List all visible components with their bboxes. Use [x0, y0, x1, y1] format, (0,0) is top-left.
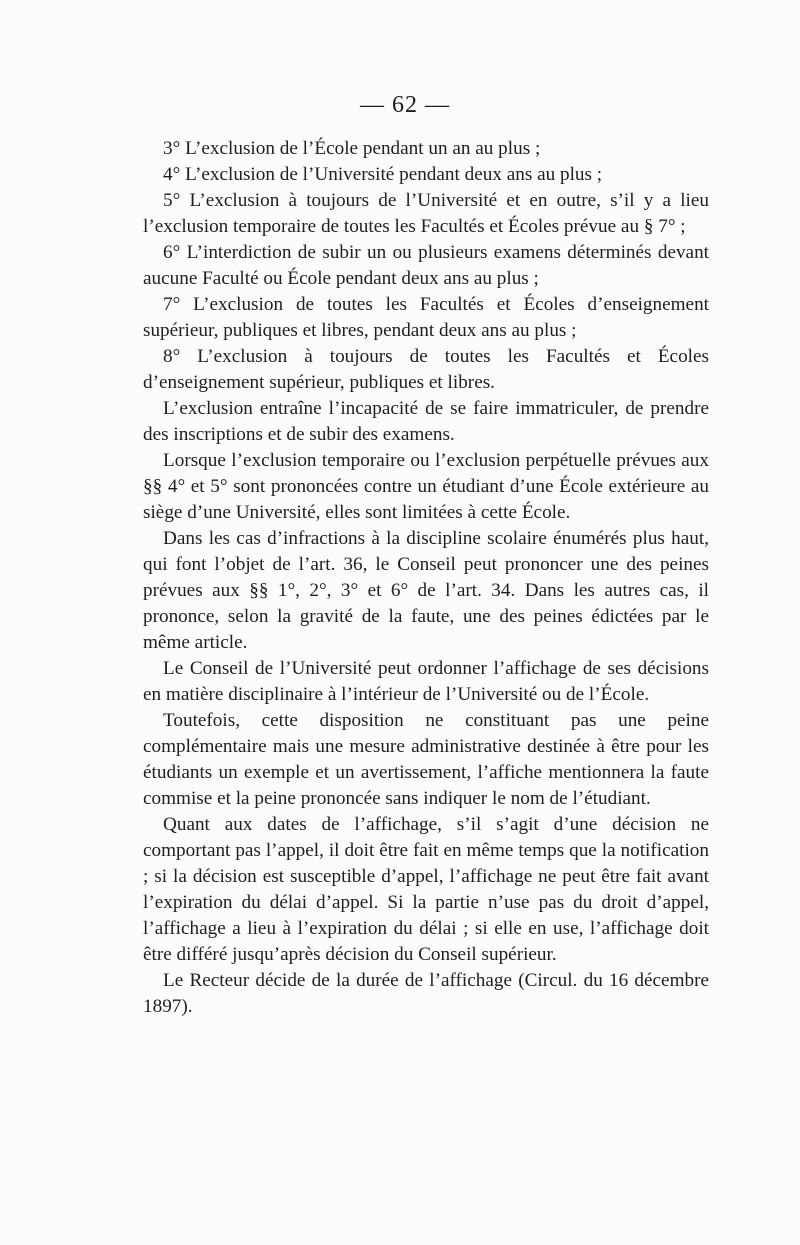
paragraph-posting-nature: Toutefois, cette disposition ne constituant pas une peine complémentaire mais une mesure administrative destinée à être pour les étudiants un exemple et un avertissement, l’affiche mentionnera la faute commise et la peine prononcée sans indiquer le nom de l’étudiant. — [143, 710, 709, 809]
paragraph-infractions: Dans les cas d’infractions à la discipline scolaire énumérés plus haut, qui font l’objet de l’art. 36, le Conseil peut prononcer une des peines prévues aux §§ 1°, 2°, 3° et 6° de l’art. 34. Dans les autres cas, il prononce, selon la gravité de la faute, une des peines édictées par le même article. — [143, 528, 709, 653]
paragraph-penalty-4: 4° L’exclusion de l’Université pendant deux ans au plus ; — [163, 164, 603, 185]
paragraph-posting-dates: Quant aux dates de l’affichage, s’il s’agit d’une décision ne comportant pas l’appel, il doit être fait en même temps que la notification ; si la décision est susceptible d’appel, l’affichage ne peut être fait avant l’expiration du délai d’appel. Si la partie n’use pas du droit d’appel, l’affichage a lieu à l’expiration du délai ; si elle en use, l’affichage doit être différé jusqu’après décision du Conseil supérieur. — [143, 814, 709, 965]
paragraph-council-posting: Le Conseil de l’Université peut ordonner l’affichage de ses décisions en matière disciplinaire à l’intérieur de l’Université ou de l’École. — [143, 658, 709, 705]
paragraph-penalty-8: 8° L’exclusion à toujours de toutes les Facultés et Écoles d’enseignement supérieur, publiques et libres. — [143, 346, 709, 393]
paragraph-penalty-7: 7° L’exclusion de toutes les Facultés et Écoles d’enseignement supérieur, publiques et libres, pendant deux ans au plus ; — [143, 294, 709, 341]
paragraph-penalty-3: 3° L’exclusion de l’École pendant un an au plus ; — [163, 138, 541, 159]
paragraph-exclusion-limits: Lorsque l’exclusion temporaire ou l’exclusion perpétuelle prévues aux §§ 4° et 5° sont prononcées contre un étudiant d’une École extérieure au siège d’une Université, elles sont limitées à cette École. — [143, 450, 709, 523]
page-number: — 62 — — [360, 92, 450, 118]
paragraph-posting-duration: Le Recteur décide de la durée de l’affichage (Circul. du 16 décembre 1897). — [143, 970, 709, 1017]
paragraph-penalty-6: 6° L’interdiction de subir un ou plusieurs examens déterminés devant aucune Faculté ou École pendant deux ans au plus ; — [143, 242, 709, 289]
paragraph-penalty-5: 5° L’exclusion à toujours de l’Université et en outre, s’il y a lieu l’exclusion temporaire de toutes les Facultés et Écoles prévue au § 7° ; — [143, 190, 709, 237]
body-text — [143, 136, 709, 1020]
paragraph-exclusion-consequences: L’exclusion entraîne l’incapacité de se faire immatriculer, de prendre des inscriptions et de subir des examens. — [143, 398, 709, 445]
